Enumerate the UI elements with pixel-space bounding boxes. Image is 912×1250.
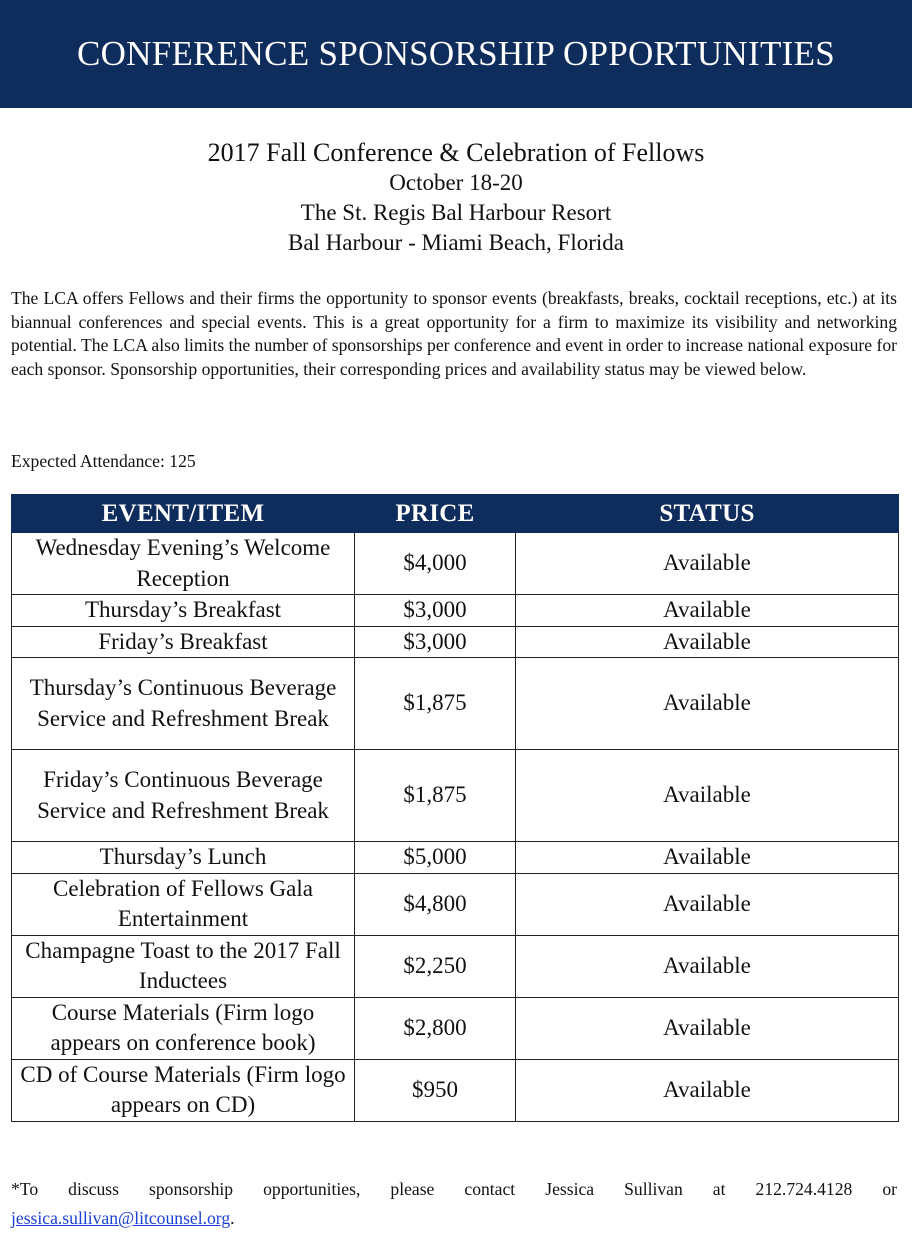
table-row [12, 1059, 899, 1121]
price-cell: $5,000 [355, 842, 516, 874]
event-cell: Friday’s Breakfast [12, 626, 355, 658]
status-cell: Available [516, 595, 899, 627]
price-cell: $1,875 [355, 658, 516, 750]
event-cell: Thursday’s Continuous Beverage Service and Refreshment Break [12, 658, 355, 750]
status-cell: Available [516, 626, 899, 658]
status-cell: Available [516, 935, 899, 997]
status-cell: Available [516, 750, 899, 842]
event-cell: Celebration of Fellows Gala Entertainment [12, 873, 355, 935]
price-cell: $2,800 [355, 997, 516, 1059]
price-cell: $3,000 [355, 595, 516, 627]
status-cell: Available [516, 997, 899, 1059]
event-cell: Course Materials (Firm logo appears on conference book) [12, 997, 355, 1059]
table-header-row [12, 495, 899, 533]
status-cell: Available [516, 658, 899, 750]
event-cell: Thursday’s Lunch [12, 842, 355, 874]
price-cell: $4,800 [355, 873, 516, 935]
price-cell: $4,000 [355, 533, 516, 595]
price-cell: $3,000 [355, 626, 516, 658]
contact-email-period: . [230, 1208, 235, 1228]
table-row [12, 626, 899, 658]
table-row [12, 750, 899, 842]
column-header-status: STATUS [516, 495, 899, 533]
status-cell: Available [516, 1059, 899, 1121]
conference-dates: October 18-20 [389, 170, 523, 195]
column-header-event: EVENT/ITEM [12, 495, 355, 533]
table-row [12, 997, 899, 1059]
event-cell: Champagne Toast to the 2017 Fall Inductees [12, 935, 355, 997]
status-cell: Available [516, 842, 899, 874]
table-row [12, 533, 899, 595]
intro-paragraph: The LCA offers Fellows and their firms the opportunity to sponsor events (breakfasts, breaks, cocktail receptions, etc.) at its biannual conferences and special events. This is a great opportunity for a firm to maximize its visibility and networking potential. The LCA also limits the number of sponsorships per conference and event in order to increase national exposure for each sponsor. Sponsorship opportunities, their corresponding prices and availability status may be viewed below. [11, 288, 897, 379]
price-cell: $2,250 [355, 935, 516, 997]
price-cell: $950 [355, 1059, 516, 1121]
table-row [12, 658, 899, 750]
conference-location: Bal Harbour - Miami Beach, Florida [288, 230, 624, 255]
contact-email-link[interactable]: jessica.sullivan@litcounsel.org [11, 1208, 231, 1228]
status-cell: Available [516, 873, 899, 935]
column-header-price: PRICE [355, 495, 516, 533]
table-row [12, 873, 899, 935]
event-cell: CD of Course Materials (Firm logo appears on CD) [12, 1059, 355, 1121]
event-cell: Thursday’s Breakfast [12, 595, 355, 627]
price-cell: $1,875 [355, 750, 516, 842]
conference-title: 2017 Fall Conference & Celebration of Fellows [207, 138, 705, 167]
table-row [12, 842, 899, 874]
conference-venue: The St. Regis Bal Harbour Resort [300, 200, 612, 225]
banner-title: CONFERENCE SPONSORSHIP OPPORTUNITIES [76, 34, 836, 73]
header-banner [0, 0, 912, 108]
event-cell: Friday’s Continuous Beverage Service and Refreshment Break [12, 750, 355, 842]
table-row [12, 935, 899, 997]
expected-attendance: Expected Attendance: 125 [11, 451, 196, 471]
event-cell: Wednesday Evening’s Welcome Reception [12, 533, 355, 595]
table-row [12, 595, 899, 627]
contact-email-line [11, 1204, 235, 1232]
status-cell: Available [516, 533, 899, 595]
conference-header [0, 138, 912, 258]
contact-note: *To discuss sponsorship opportunities, please contact Jessica Sullivan at 212.724.4128 or [11, 1179, 897, 1199]
sponsorship-table [11, 494, 899, 1122]
